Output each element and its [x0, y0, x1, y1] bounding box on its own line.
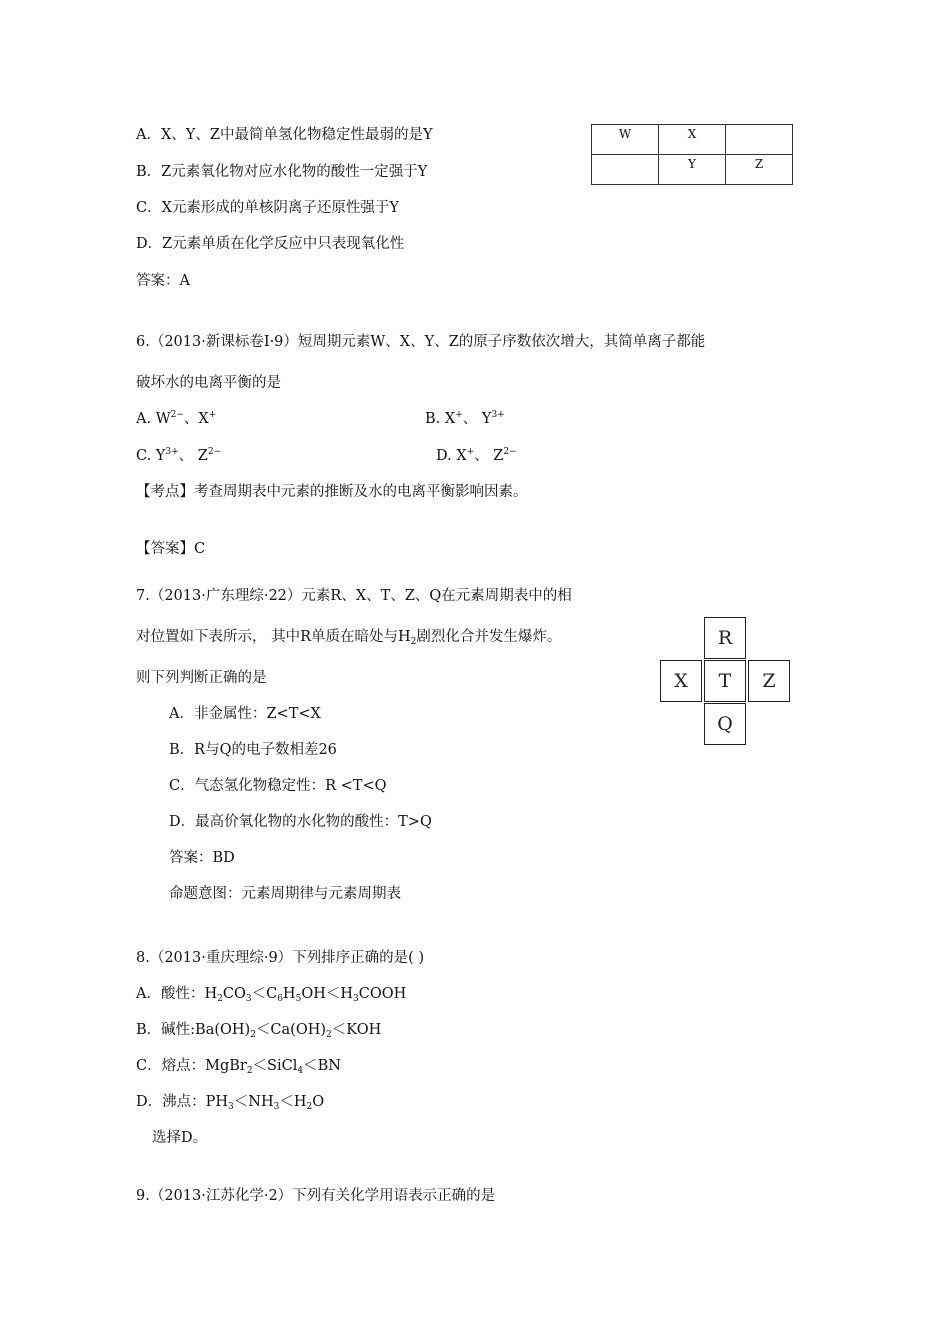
q7-stem-line2: 对位置如下表所示， 其中R单质在暗处与$H_2$剧烈化合并发生爆炸。: [136, 629, 562, 647]
q8-answer: 选择D。: [152, 1130, 208, 1146]
grid-cell: Y: [659, 155, 726, 185]
q5-answer: 答案：A: [136, 273, 190, 289]
cross-cell-left: X: [660, 660, 702, 702]
q6-stem-line2: 破坏水的电离平衡的是: [136, 375, 281, 391]
q5-option-d: D．Z元素单质在化学反应中只表现氧化性: [136, 236, 405, 252]
q7-option-a: A．非金属性：Z<T<X: [169, 706, 321, 722]
q7-option-b: B．R与Q的电子数相差26: [169, 742, 337, 758]
q8-option-a: A．酸性：$H_2CO_3<C_6H_5OH<H_3COOH$: [136, 986, 407, 1004]
q8-stem: 8.（2013·重庆理综·9）下列排序正确的是( ): [136, 950, 425, 966]
q6-kaodian: 【考点】考查周期表中元素的推断及水的电离平衡影响因素。: [136, 484, 528, 500]
grid-cell: [592, 155, 659, 185]
q7-option-d: D．最高价氧化物的水化物的酸性：T>Q: [169, 814, 432, 830]
grid-cell: Z: [726, 155, 793, 185]
q8-option-d: D．沸点：$PH_3<NH_3<H_2O$: [136, 1094, 325, 1112]
q7-stem-line1: 7.（2013·广东理综·22）元素R、X、T、Z、Q在元素周期表中的相: [136, 588, 572, 604]
q7-option-c: C．气态氢化物稳定性：R <T<Q: [169, 778, 387, 794]
cross-cell-right: Z: [748, 660, 790, 702]
q6-option-a: A. $W^{2-}$、X+: [136, 410, 217, 427]
grid-cell: X: [659, 125, 726, 155]
q6-stem-line1: 6.（2013·新课标卷Ⅰ·9）短周期元素W、X、Y、Z的原子序数依次增大，其简单离子都能: [136, 334, 706, 350]
q5-option-c: C．X元素形成的单核阴离子还原性强于Y: [136, 200, 399, 216]
q6-option-c: C. $Y^{3+}$、 $Z^{2-}$: [136, 447, 222, 464]
cross-cell-top: R: [704, 617, 746, 659]
q6-option-b: B. X+、 $Y^{3+}$: [425, 410, 505, 427]
q6-option-d: D. X+、 $Z^{2-}$: [436, 447, 517, 464]
grid-cell: W: [592, 125, 659, 155]
q8-option-c: C．熔点：MgBr$_2$＜SiCl$_4$＜BN: [136, 1058, 341, 1076]
q7-stem-line3: 则下列判断正确的是: [136, 670, 267, 686]
q8-option-b: B．碱性$:Ba(OH)_2<Ca(OH)_2<KOH$: [136, 1022, 382, 1040]
cross-cell-bottom: Q: [704, 703, 746, 745]
q5-option-a: A．X、Y、Z中最简单氢化物稳定性最弱的是Y: [136, 127, 433, 143]
q9-stem: 9.（2013·江苏化学·2）下列有关化学用语表示正确的是: [136, 1188, 496, 1204]
grid-cell: [726, 125, 793, 155]
q6-answer: 【答案】C: [136, 541, 206, 557]
cross-cell-center: T: [704, 660, 746, 702]
q7-answer: 答案：BD: [169, 850, 235, 866]
q7-intent: 命题意图：元素周期律与元素周期表: [169, 886, 401, 902]
q5-option-b: B．Z元素氧化物对应水化物的酸性一定强于Y: [136, 164, 428, 180]
q5-element-grid: [591, 124, 793, 185]
q7-cross-table: [660, 617, 792, 746]
